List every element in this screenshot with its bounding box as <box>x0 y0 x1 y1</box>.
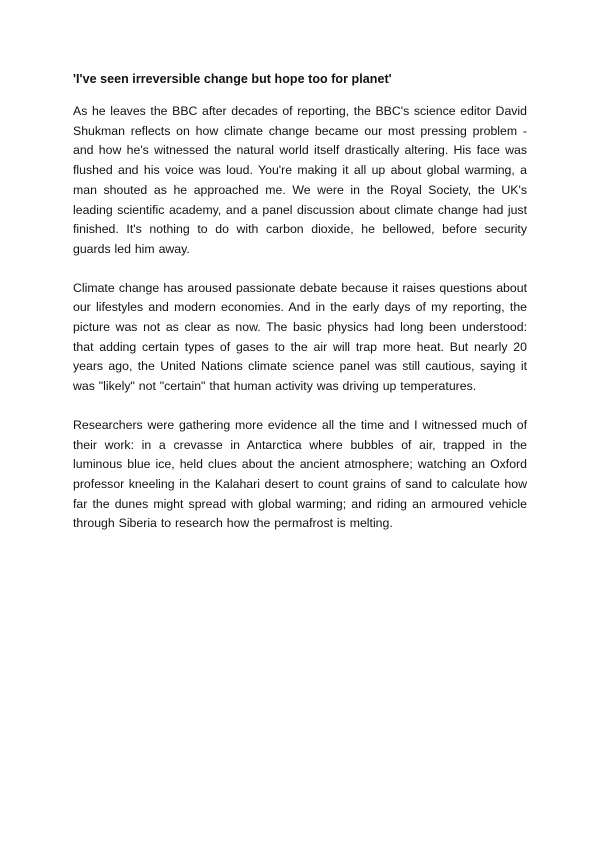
paragraph-2: Climate change has aroused passionate debate because it raises questions about our lifestyles and modern economies. And in the early days of my reporting, the picture was not as clear as now. The basic physics had long been understood: that adding certain types of gases to the air will trap more heat. But nearly 20 years ago, the United Nations climate science panel was still cautious, saying it was "likely" not "certain" that human activity was driving up temperatures. <box>73 280 527 394</box>
paragraph-3: Researchers were gathering more evidence all the time and I witnessed much of their work: in a crevasse in Antarctica where bubbles of air, trapped in the luminous blue ice, held clues about the ancient atmosphere; watching an Oxford professor kneeling in the Kalahari desert to count grains of sand to calculate how far the dunes might spread with global warming; and riding an armoured vehicle through Siberia to research how the permafrost is melting. <box>73 417 527 531</box>
document-page <box>73 70 527 553</box>
paragraph-1: As he leaves the BBC after decades of reporting, the BBC's science editor David Shukman reflects on how climate change became our most pressing problem - and how he's witnessed the natural world itself drastically altering. His face was flushed and his voice was loud. You're making it all up about global warming, a man shouted as he approached me. We were in the Royal Society, the UK's leading scientific academy, and a panel discussion about climate change had just finished. It's nothing to do with carbon dioxide, he bellowed, before security guards led him away. <box>73 104 527 256</box>
article-title: 'I've seen irreversible change but hope too for planet' <box>73 72 392 86</box>
